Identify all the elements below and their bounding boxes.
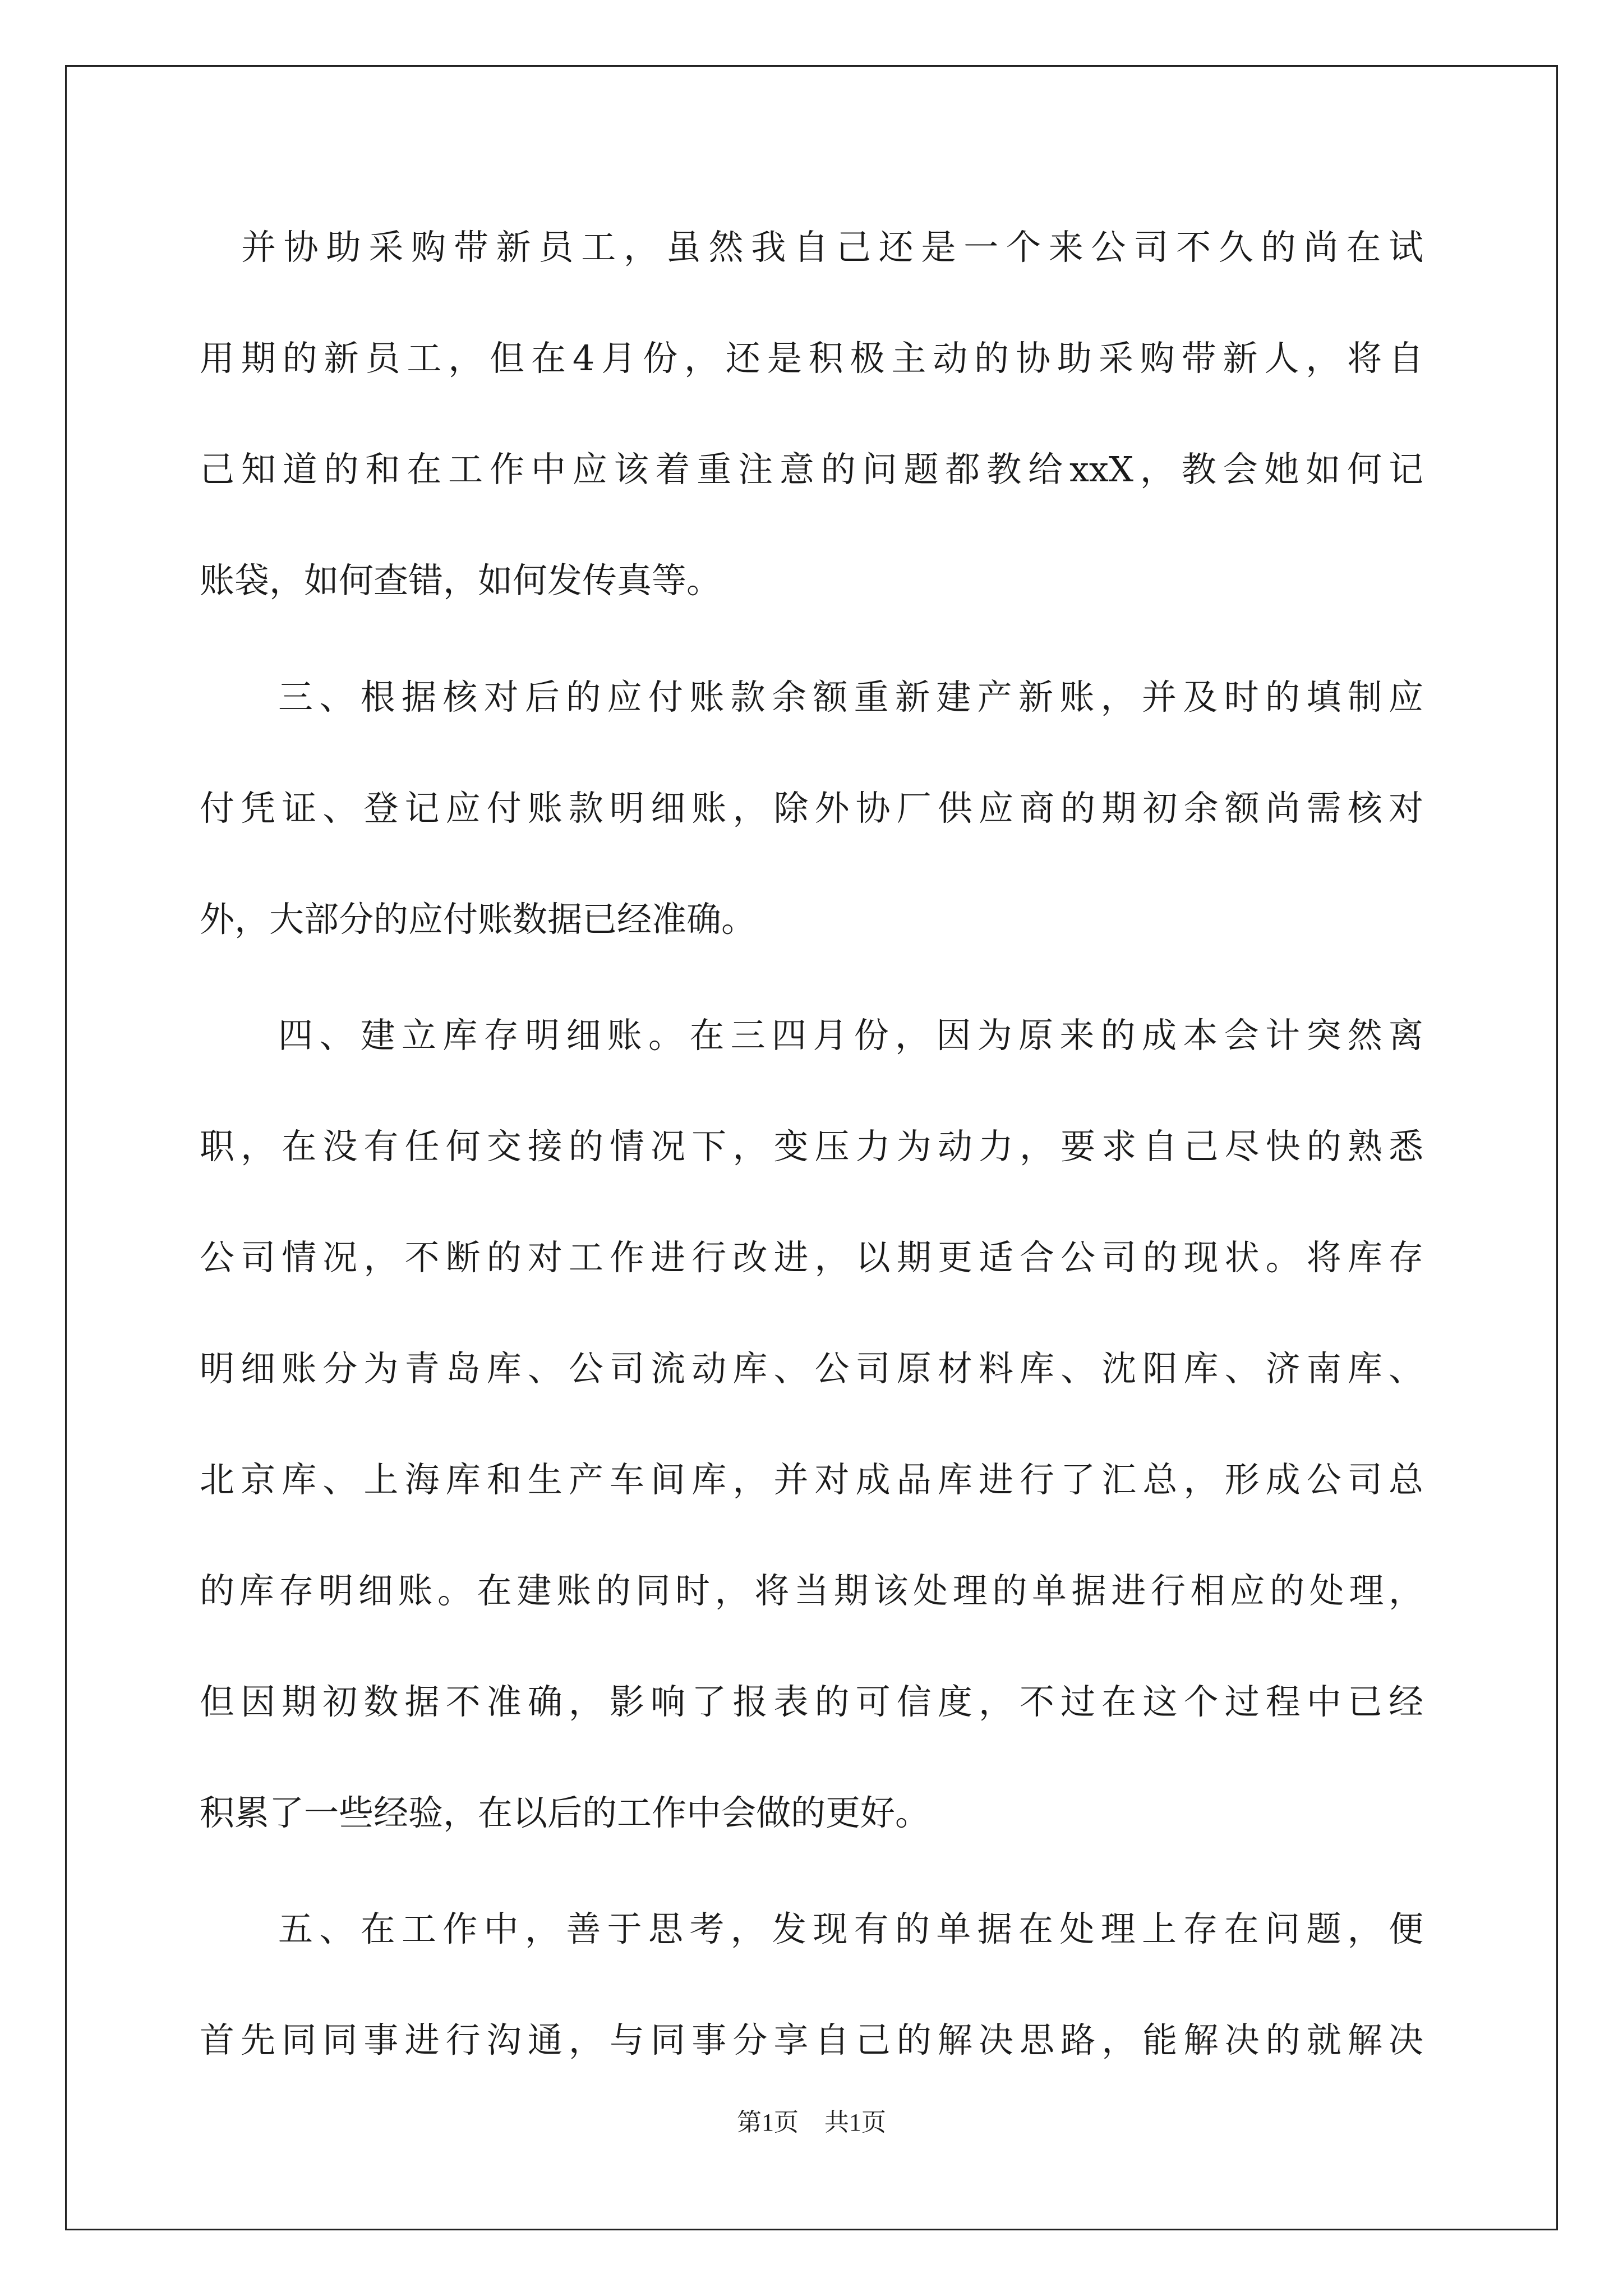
text-line: 己知道的和在工作中应该着重注意的问题都教给xxX，教会她如何记: [200, 449, 1423, 490]
text-line: 职，在没有任何交接的情况下，变压力为动力，要求自己尽快的熟悉: [200, 1126, 1423, 1167]
text-line: 但因期初数据不准确，影响了报表的可信度，不过在这个过程中已经: [200, 1681, 1423, 1722]
text-line: 明细账分为青岛库、公司流动库、公司原材料库、沈阳库、济南库、: [200, 1348, 1423, 1389]
text-line: 账袋，如何查错，如何发传真等。: [200, 560, 722, 601]
text-line: 公司情况，不断的对工作进行改进，以期更适合公司的现状。将库存: [200, 1237, 1423, 1278]
text-line: 五、在工作中，善于思考，发现有的单据在处理上存在问题，便: [278, 1908, 1423, 1949]
text-line: 付凭证、登记应付账款明细账，除外协厂供应商的期初余额尚需核对: [200, 788, 1423, 829]
text-line: 首先同同事进行沟通，与同事分享自己的解决思路，能解决的就解决: [200, 2019, 1423, 2060]
text-line: 外，大部分的应付账数据已经准确。: [200, 899, 757, 940]
page-total: 共1页: [824, 2109, 886, 2136]
text-line: 积累了一些经验，在以后的工作中会做的更好。: [200, 1792, 930, 1833]
page-number: 第1页: [737, 2109, 799, 2136]
text-line: 用期的新员工，但在4月份，还是积极主动的协助采购带新人，将自: [200, 338, 1423, 379]
page-footer: [0, 2110, 1623, 2135]
text-line: 并协助采购带新员工，虽然我自己还是一个来公司不久的尚在试: [241, 227, 1423, 268]
text-line: 的库存明细账。在建账的同时，将当期该处理的单据进行相应的处理，: [200, 1570, 1423, 1611]
text-line: 四、建立库存明细账。在三四月份，因为原来的成本会计突然离: [278, 1015, 1423, 1056]
text-line: 三、根据核对后的应付账款余额重新建产新账，并及时的填制应: [278, 677, 1423, 717]
text-line: 北京库、上海库和生产车间库，并对成品库进行了汇总，形成公司总: [200, 1459, 1423, 1500]
